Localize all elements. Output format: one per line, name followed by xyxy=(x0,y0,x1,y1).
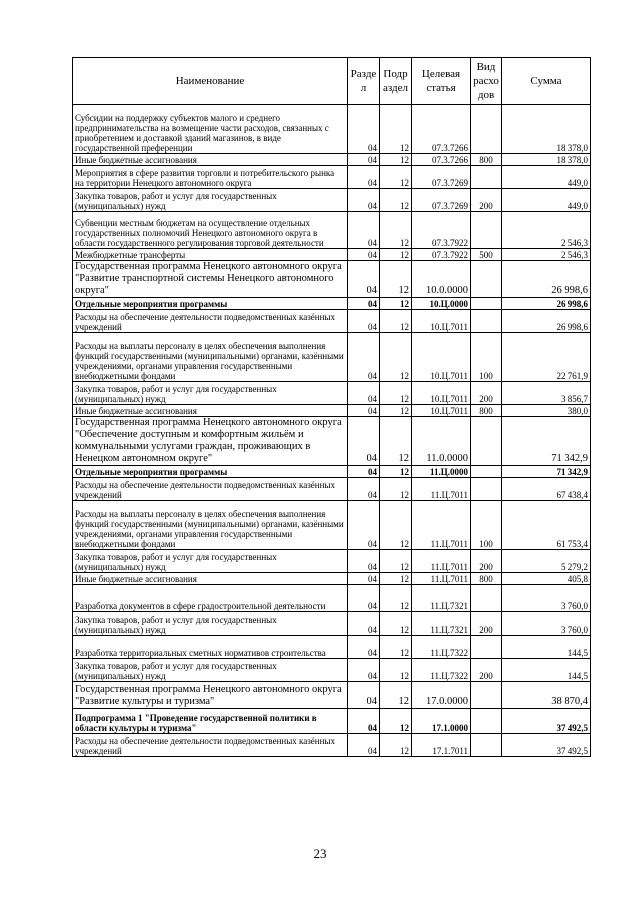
cell-amount: 5 279,2 xyxy=(502,550,591,573)
cell-target: 07.3.7266 xyxy=(412,105,471,154)
header-expense-type: Вид расхо дов xyxy=(471,58,502,105)
cell-name: Расходы на обеспечение деятельности подведомственных казённых учреждений xyxy=(73,310,348,333)
cell-expense-type xyxy=(471,212,502,249)
cell-section: 04 xyxy=(348,105,380,154)
cell-name: Подпрограмма 1 "Проведение государственной политики в области культуры и туризма" xyxy=(73,709,348,734)
table-row xyxy=(73,478,591,501)
cell-name: Закупка товаров, работ и услуг для государственных (муниципальных) нужд xyxy=(73,659,348,682)
cell-section: 04 xyxy=(348,310,380,333)
cell-subsection: 12 xyxy=(380,612,412,636)
table-row xyxy=(73,382,591,405)
cell-target: 11.Ц.7321 xyxy=(412,612,471,636)
cell-subsection: 12 xyxy=(380,478,412,501)
cell-target: 10.Ц.7011 xyxy=(412,405,471,417)
table-row xyxy=(73,298,591,310)
cell-name: Разработка документов в сфере градостроительной деятельности xyxy=(73,585,348,612)
cell-subsection: 12 xyxy=(380,249,412,261)
table-row xyxy=(73,734,591,757)
cell-expense-type xyxy=(471,105,502,154)
cell-name: Государственная программа Ненецкого автономного округа "Обеспечение доступным и комфортным жильём и коммунальными услугами граждан, проживающих в Ненецком автономном округе" xyxy=(73,417,348,466)
cell-section: 04 xyxy=(348,382,380,405)
cell-section: 04 xyxy=(348,573,380,585)
cell-expense-type: 800 xyxy=(471,573,502,585)
cell-expense-type xyxy=(471,585,502,612)
cell-subsection: 12 xyxy=(380,166,412,189)
cell-subsection: 12 xyxy=(380,333,412,382)
cell-amount: 144,5 xyxy=(502,636,591,659)
cell-amount: 18 378,0 xyxy=(502,105,591,154)
cell-expense-type xyxy=(471,298,502,310)
table-row xyxy=(73,189,591,212)
cell-subsection: 12 xyxy=(380,310,412,333)
cell-amount: 26 998,6 xyxy=(502,261,591,298)
cell-amount: 449,0 xyxy=(502,166,591,189)
cell-amount: 144,5 xyxy=(502,659,591,682)
cell-section: 04 xyxy=(348,189,380,212)
cell-expense-type: 200 xyxy=(471,189,502,212)
cell-target: 11.Ц.7322 xyxy=(412,636,471,659)
cell-subsection: 12 xyxy=(380,585,412,612)
cell-expense-type: 200 xyxy=(471,659,502,682)
cell-subsection: 12 xyxy=(380,466,412,478)
cell-expense-type: 200 xyxy=(471,612,502,636)
cell-section: 04 xyxy=(348,734,380,757)
cell-subsection: 12 xyxy=(380,682,412,709)
header-amount: Сумма xyxy=(502,58,591,105)
table-row xyxy=(73,405,591,417)
cell-subsection: 12 xyxy=(380,189,412,212)
cell-name: Отдельные мероприятия программы xyxy=(73,298,348,310)
cell-section: 04 xyxy=(348,154,380,166)
table-row xyxy=(73,659,591,682)
cell-section: 04 xyxy=(348,417,380,466)
cell-amount: 26 998,6 xyxy=(502,310,591,333)
cell-section: 04 xyxy=(348,659,380,682)
cell-amount: 71 342,9 xyxy=(502,466,591,478)
cell-target: 11.Ц.7321 xyxy=(412,585,471,612)
cell-name: Иные бюджетные ассигнования xyxy=(73,154,348,166)
cell-amount: 2 546,3 xyxy=(502,212,591,249)
cell-amount: 26 998,6 xyxy=(502,298,591,310)
cell-name: Расходы на обеспечение деятельности подведомственных казённых учреждений xyxy=(73,734,348,757)
cell-expense-type: 800 xyxy=(471,405,502,417)
cell-expense-type xyxy=(471,310,502,333)
cell-subsection: 12 xyxy=(380,154,412,166)
cell-subsection: 12 xyxy=(380,405,412,417)
table-row xyxy=(73,550,591,573)
cell-amount: 37 492,5 xyxy=(502,734,591,757)
cell-target: 10.Ц.7011 xyxy=(412,333,471,382)
cell-name: Расходы на выплаты персоналу в целях обеспечения выполнения функций государственными (муниципальными) органами, казёнными учреждениями, органами управления государственными внебюджетными фондами xyxy=(73,501,348,550)
table-row xyxy=(73,261,591,298)
cell-subsection: 12 xyxy=(380,105,412,154)
cell-name: Мероприятия в сфере развития торговли и потребительского рынка на территории Ненецкого автономного округа xyxy=(73,166,348,189)
table-row xyxy=(73,105,591,154)
cell-subsection: 12 xyxy=(380,298,412,310)
table-row xyxy=(73,585,591,612)
cell-expense-type xyxy=(471,709,502,734)
cell-name: Иные бюджетные ассигнования xyxy=(73,405,348,417)
cell-expense-type: 200 xyxy=(471,550,502,573)
table-row xyxy=(73,333,591,382)
cell-section: 04 xyxy=(348,298,380,310)
header-name: Наименование xyxy=(73,58,348,105)
cell-section: 04 xyxy=(348,166,380,189)
cell-amount: 405,8 xyxy=(502,573,591,585)
cell-name: Закупка товаров, работ и услуг для государственных (муниципальных) нужд xyxy=(73,189,348,212)
header-subsection: Подр аздел xyxy=(380,58,412,105)
cell-name: Расходы на выплаты персоналу в целях обеспечения выполнения функций государственными (муниципальными) органами, казёнными учреждениями, органами управления государственными внебюджетными фондами xyxy=(73,333,348,382)
table-header-row xyxy=(73,58,591,105)
cell-expense-type xyxy=(471,466,502,478)
cell-section: 04 xyxy=(348,501,380,550)
table-row xyxy=(73,310,591,333)
cell-name: Межбюджетные трансферты xyxy=(73,249,348,261)
cell-amount: 37 492,5 xyxy=(502,709,591,734)
cell-amount: 3 856,7 xyxy=(502,382,591,405)
cell-amount: 3 760,0 xyxy=(502,612,591,636)
cell-subsection: 12 xyxy=(380,636,412,659)
cell-section: 04 xyxy=(348,249,380,261)
cell-section: 04 xyxy=(348,709,380,734)
cell-name: Иные бюджетные ассигнования xyxy=(73,573,348,585)
table-row xyxy=(73,212,591,249)
cell-section: 04 xyxy=(348,585,380,612)
cell-expense-type xyxy=(471,478,502,501)
cell-target: 17.0.0000 xyxy=(412,682,471,709)
cell-amount: 18 378,0 xyxy=(502,154,591,166)
table-row xyxy=(73,573,591,585)
cell-name: Расходы на обеспечение деятельности подведомственных казённых учреждений xyxy=(73,478,348,501)
cell-target: 07.3.7269 xyxy=(412,189,471,212)
cell-subsection: 12 xyxy=(380,709,412,734)
cell-subsection: 12 xyxy=(380,659,412,682)
cell-amount: 61 753,4 xyxy=(502,501,591,550)
cell-amount: 22 761,9 xyxy=(502,333,591,382)
cell-name: Разработка территориальных сметных нормативов строительства xyxy=(73,636,348,659)
table-row xyxy=(73,682,591,709)
header-section: Разде л xyxy=(348,58,380,105)
cell-name: Закупка товаров, работ и услуг для государственных (муниципальных) нужд xyxy=(73,550,348,573)
cell-subsection: 12 xyxy=(380,573,412,585)
cell-expense-type xyxy=(471,166,502,189)
cell-expense-type: 500 xyxy=(471,249,502,261)
table-row xyxy=(73,417,591,466)
cell-name: Отдельные мероприятия программы xyxy=(73,466,348,478)
cell-name: Субсидии на поддержку субъектов малого и среднего предпринимательства на возмещение части расходов, связанных с приобретением и доставкой зданий магазинов, в виде государственной преференции xyxy=(73,105,348,154)
cell-expense-type xyxy=(471,734,502,757)
cell-target: 10.Ц.7011 xyxy=(412,382,471,405)
cell-amount: 3 760,0 xyxy=(502,585,591,612)
cell-amount: 449,0 xyxy=(502,189,591,212)
cell-name: Закупка товаров, работ и услуг для государственных (муниципальных) нужд xyxy=(73,612,348,636)
cell-target: 07.3.7269 xyxy=(412,166,471,189)
cell-expense-type xyxy=(471,417,502,466)
table-row xyxy=(73,249,591,261)
cell-subsection: 12 xyxy=(380,501,412,550)
table-row xyxy=(73,501,591,550)
table-row xyxy=(73,154,591,166)
cell-amount: 2 546,3 xyxy=(502,249,591,261)
cell-expense-type: 800 xyxy=(471,154,502,166)
cell-target: 10.Ц.7011 xyxy=(412,310,471,333)
cell-target: 11.Ц.7011 xyxy=(412,501,471,550)
cell-expense-type xyxy=(471,261,502,298)
budget-table xyxy=(72,57,591,757)
cell-target: 10.Ц.0000 xyxy=(412,298,471,310)
cell-target: 17.1.0000 xyxy=(412,709,471,734)
table-row xyxy=(73,612,591,636)
cell-target: 11.Ц.7011 xyxy=(412,573,471,585)
cell-subsection: 12 xyxy=(380,261,412,298)
cell-name: Закупка товаров, работ и услуг для государственных (муниципальных) нужд xyxy=(73,382,348,405)
cell-expense-type: 100 xyxy=(471,501,502,550)
page-number: 23 xyxy=(313,846,327,861)
cell-target: 11.Ц.7322 xyxy=(412,659,471,682)
cell-section: 04 xyxy=(348,212,380,249)
cell-amount: 38 870,4 xyxy=(502,682,591,709)
cell-amount: 67 438,4 xyxy=(502,478,591,501)
cell-subsection: 12 xyxy=(380,734,412,757)
table-body xyxy=(73,105,591,757)
cell-section: 04 xyxy=(348,466,380,478)
cell-target: 07.3.7266 xyxy=(412,154,471,166)
cell-subsection: 12 xyxy=(380,212,412,249)
cell-subsection: 12 xyxy=(380,382,412,405)
cell-section: 04 xyxy=(348,550,380,573)
table-row xyxy=(73,636,591,659)
cell-expense-type: 100 xyxy=(471,333,502,382)
table-row xyxy=(73,466,591,478)
cell-amount: 71 342,9 xyxy=(502,417,591,466)
header-target: Целевая статья xyxy=(412,58,471,105)
cell-target: 11.0.0000 xyxy=(412,417,471,466)
cell-section: 04 xyxy=(348,333,380,382)
cell-name: Субвенции местным бюджетам на осуществление отдельных государственных полномочий Ненецкого автономного округа в области государственного регулирования торговой деятельности xyxy=(73,212,348,249)
cell-target: 11.Ц.7011 xyxy=(412,478,471,501)
cell-target: 07.3.7922 xyxy=(412,249,471,261)
cell-section: 04 xyxy=(348,478,380,501)
cell-section: 04 xyxy=(348,261,380,298)
cell-subsection: 12 xyxy=(380,550,412,573)
cell-section: 04 xyxy=(348,682,380,709)
cell-subsection: 12 xyxy=(380,417,412,466)
table-row xyxy=(73,166,591,189)
cell-amount: 380,0 xyxy=(502,405,591,417)
cell-expense-type: 200 xyxy=(471,382,502,405)
cell-target: 17.1.7011 xyxy=(412,734,471,757)
cell-section: 04 xyxy=(348,612,380,636)
table-row xyxy=(73,709,591,734)
cell-target: 07.3.7922 xyxy=(412,212,471,249)
cell-target: 11.Ц.0000 xyxy=(412,466,471,478)
cell-expense-type xyxy=(471,682,502,709)
cell-target: 11.Ц.7011 xyxy=(412,550,471,573)
cell-name: Государственная программа Ненецкого автономного округа "Развитие культуры и туризма" xyxy=(73,682,348,709)
cell-name: Государственная программа Ненецкого автономного округа "Развитие транспортной системы Ненецкого автономного округа" xyxy=(73,261,348,298)
cell-expense-type xyxy=(471,636,502,659)
cell-target: 10.0.0000 xyxy=(412,261,471,298)
cell-section: 04 xyxy=(348,636,380,659)
cell-section: 04 xyxy=(348,405,380,417)
